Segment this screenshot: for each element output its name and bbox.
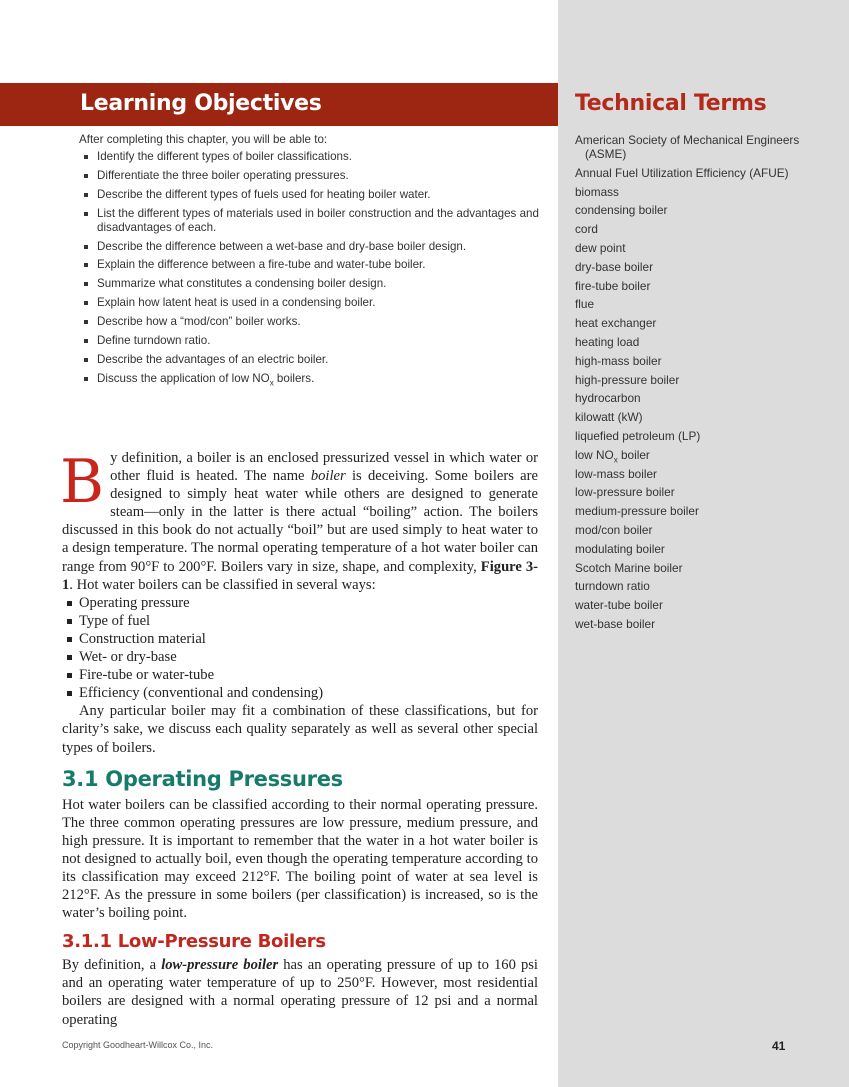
term-item: wet-base boiler: [575, 616, 655, 631]
objective-item: Describe the advantages of an electric boiler.: [97, 353, 549, 367]
text-run: y definition, a boiler is an enclosed pressurized vessel in which water or other fluid is heated. The name: [110, 450, 538, 485]
body-text: [62, 449, 538, 1029]
figure-reference[interactable]: Figure 3-1: [62, 558, 539, 593]
emphasis-boiler: boiler: [310, 468, 346, 485]
text-run: is deceiving. Some boilers are designed to simply heat water while others are designed to generate steam—only in the latter is there actual “boiling” action. The boilers discussed in this book do not actually “boil” but are used simply to heat water to a design temperature. The normal operating temperature of a hot water boiler can range from 90°F to 200°F. Boilers vary in size, shape, and complexity,: [62, 468, 538, 575]
text-run: boiler: [617, 447, 650, 462]
objective-item: Identify the different types of boiler classifications.: [97, 150, 549, 164]
term-item: kilowatt (kW): [575, 410, 643, 425]
classification-list: [62, 594, 538, 703]
learning-objectives-banner: [0, 83, 558, 126]
copyright: Copyright Goodheart-Willcox Co., Inc.: [62, 1040, 214, 1050]
term-item: flue: [575, 297, 595, 312]
paragraph: Hot water boilers can be classified according to their normal operating pressure. The three common operating pressures are low pressure, medium pressure, and high pressure. It is important to remember that the water in a hot water boiler is not designed to actually boil, even though the operating temperature according to its classification may exceed 212°F. The boiling point of water at sea level is 212°F. As the pressure in some boilers (per classification) is increased, so is the water’s boiling point.: [62, 796, 538, 922]
classification-item: Type of fuel: [79, 612, 538, 630]
term-item: [575, 447, 840, 465]
term-item: turndown ratio: [575, 579, 650, 594]
term-item: modulating boiler: [575, 541, 665, 556]
technical-terms-list: [575, 133, 840, 636]
key-term: low-pressure boiler: [161, 957, 279, 974]
text-run: low NO: [575, 447, 614, 462]
drop-cap: B: [60, 447, 105, 517]
section-heading: 3.1 Operating Pressures: [62, 766, 343, 791]
subscript: x: [269, 378, 274, 388]
text-run: Discuss the application of low NO: [97, 371, 270, 385]
subscript: x: [613, 455, 618, 465]
learning-objectives-title: Learning Objectives: [80, 91, 322, 116]
term-item: liquefied petroleum (LP): [575, 428, 701, 443]
classification-item: Wet- or dry-base: [79, 648, 538, 666]
classification-item: Fire-tube or water-tube: [79, 666, 538, 684]
text-run: boilers.: [273, 371, 315, 385]
term-item: medium-pressure boiler: [575, 504, 699, 519]
objectives-list: [79, 150, 549, 386]
learning-objectives: [79, 132, 549, 391]
objective-item: Explain the difference between a fire-tube and water-tube boiler.: [97, 258, 549, 272]
subsection-heading: 3.1.1 Low-Pressure Boilers: [62, 931, 326, 953]
term-item: low-pressure boiler: [575, 485, 675, 500]
term-item: heating load: [575, 334, 640, 349]
objective-item: Define turndown ratio.: [97, 334, 549, 348]
objective-item: Summarize what constitutes a condensing boiler design.: [97, 277, 549, 291]
term-item: water-tube boiler: [575, 598, 663, 613]
term-item: heat exchanger: [575, 316, 657, 331]
paragraph: [62, 956, 538, 1028]
term-item: fire-tube boiler: [575, 278, 651, 293]
text-run: By definition, a: [62, 957, 162, 974]
term-item: high-pressure boiler: [575, 372, 680, 387]
objective-item: [97, 372, 549, 386]
term-item: dry-base boiler: [575, 259, 654, 274]
objective-item: Describe how a “mod/con” boiler works.: [97, 315, 549, 329]
intro-paragraph: [62, 449, 538, 594]
term-item: condensing boiler: [575, 203, 668, 218]
classification-item: Efficiency (conventional and condensing): [79, 684, 538, 702]
objective-item: Explain how latent heat is used in a condensing boiler.: [97, 296, 549, 310]
objectives-intro: After completing this chapter, you will be able to:: [79, 133, 328, 146]
technical-terms-title: Technical Terms: [575, 91, 767, 116]
term-item: Scotch Marine boiler: [575, 560, 683, 575]
term-item: hydrocarbon: [575, 391, 641, 406]
classification-item: Construction material: [79, 630, 538, 648]
objective-item: Differentiate the three boiler operating pressures.: [97, 169, 549, 183]
objective-item: List the different types of materials used in boiler construction and the advantages and disadvantages of each.: [97, 207, 549, 235]
paragraph: Any particular boiler may fit a combination of these classifications, but for clarity’s sake, we discuss each quality separately as well as several other special types of boilers.: [62, 703, 538, 756]
page-number: 41: [772, 1039, 786, 1053]
term-item: dew point: [575, 240, 626, 255]
text-run: has an operating pressure of up to 160 psi and an operating water temperature of up to 250°F. However, most residential boilers are designed with a normal operating pressure of 12 psi and a normal operating: [62, 957, 538, 1028]
term-item: cord: [575, 222, 598, 237]
term-item: mod/con boiler: [575, 522, 653, 537]
term-item: low-mass boiler: [575, 466, 657, 481]
objective-item: Describe the difference between a wet-base and dry-base boiler design.: [97, 240, 549, 254]
classification-item: Operating pressure: [79, 594, 538, 612]
term-item: high-mass boiler: [575, 353, 662, 368]
term-item: biomass: [575, 184, 619, 199]
term-item: Annual Fuel Utilization Efficiency (AFUE): [575, 165, 789, 180]
term-item: American Society of Mechanical Engineers (ASME): [575, 133, 800, 161]
text-run: . Hot water boilers can be classified in several ways:: [69, 576, 376, 593]
objective-item: Describe the different types of fuels used for heating boiler water.: [97, 188, 549, 202]
